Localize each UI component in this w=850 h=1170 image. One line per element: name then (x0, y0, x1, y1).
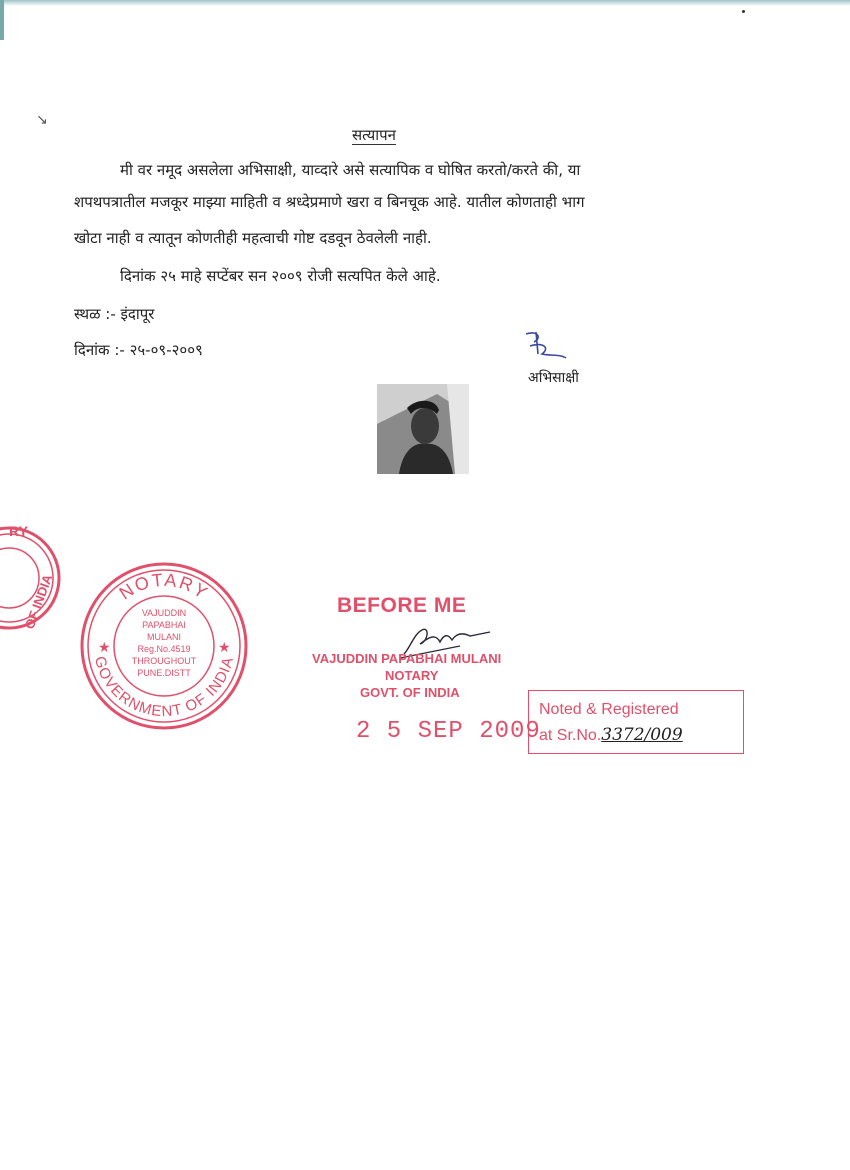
scan-top-edge (0, 0, 850, 6)
partial-seal-ring-side: OF INDIA (21, 572, 56, 632)
scan-left-edge (0, 0, 4, 40)
seal-center-line: PAPABHAI (142, 620, 186, 630)
document-heading: सत्यापन (352, 126, 396, 144)
date-statement-line: दिनांक २५ माहे सप्टेंबर सन २००९ रोजी सत्यपित केले आहे. (120, 267, 441, 285)
seal-center-line: Reg.No.4519 (137, 644, 191, 654)
seal-star-right: ★ (218, 640, 231, 656)
scan-mark: ↘ (36, 112, 48, 128)
seal-center-line: THROUGHOUT (131, 656, 197, 666)
seal-center-line: MULANI (146, 632, 182, 642)
deponent-signature (520, 328, 570, 364)
seal-ring-bottom: GOVERNMENT OF INDIA (90, 654, 238, 721)
govt-stamp: GOVT. OF INDIA (360, 685, 460, 700)
scan-speck (742, 10, 745, 13)
seal-center-line: PUNE.DISTT (137, 668, 191, 678)
before-me-stamp: BEFORE ME (337, 594, 467, 617)
notary-seal (78, 560, 250, 732)
registration-stamp (528, 690, 744, 754)
partial-seal-ring-top: RY (9, 523, 28, 539)
partial-notary-seal (0, 490, 63, 668)
notary-name-stamp: VAJUDDIN PAPABHAI MULANI (312, 651, 502, 666)
signatory-label: अभिसाक्षी (528, 370, 579, 386)
registration-line-2 (539, 725, 683, 745)
notary-title-stamp: NOTARY (385, 668, 439, 683)
svg-text:NOTARY (116, 570, 213, 604)
place-line: स्थळ :- इंदापूर (74, 305, 155, 323)
date-line: दिनांक :- २५-०९-२००९ (74, 341, 203, 359)
registration-line-1: Noted & Registered (539, 701, 679, 718)
photo-image (377, 384, 469, 474)
registration-serial: 3372/009 (601, 725, 683, 745)
paragraph-line-3: खोटा नाही व त्यातून कोणतीही महत्वाची गोष्ट दडवून ठेवलेली नाही. (74, 229, 432, 247)
registration-prefix: at Sr.No. (539, 727, 602, 744)
seal-star-left: ★ (98, 640, 111, 656)
seal-center-line: VAJUDDIN (141, 608, 187, 618)
seal-ring-top: NOTARY (115, 569, 213, 604)
date-stamp: 2 5 SEP 2009 (356, 718, 541, 745)
paragraph-line-1: मी वर नमूद असलेला अभिसाक्षी, याव्दारे असे सत्यापिक व घोषित करतो/करते की, या (120, 161, 581, 179)
paragraph-line-2: शपथपत्रातील मजकूर माझ्या माहिती व श्रध्देप्रमाणे खरा व बिनचूक आहे. यातील कोणताही भाग (74, 193, 585, 211)
deponent-photo (377, 384, 469, 474)
